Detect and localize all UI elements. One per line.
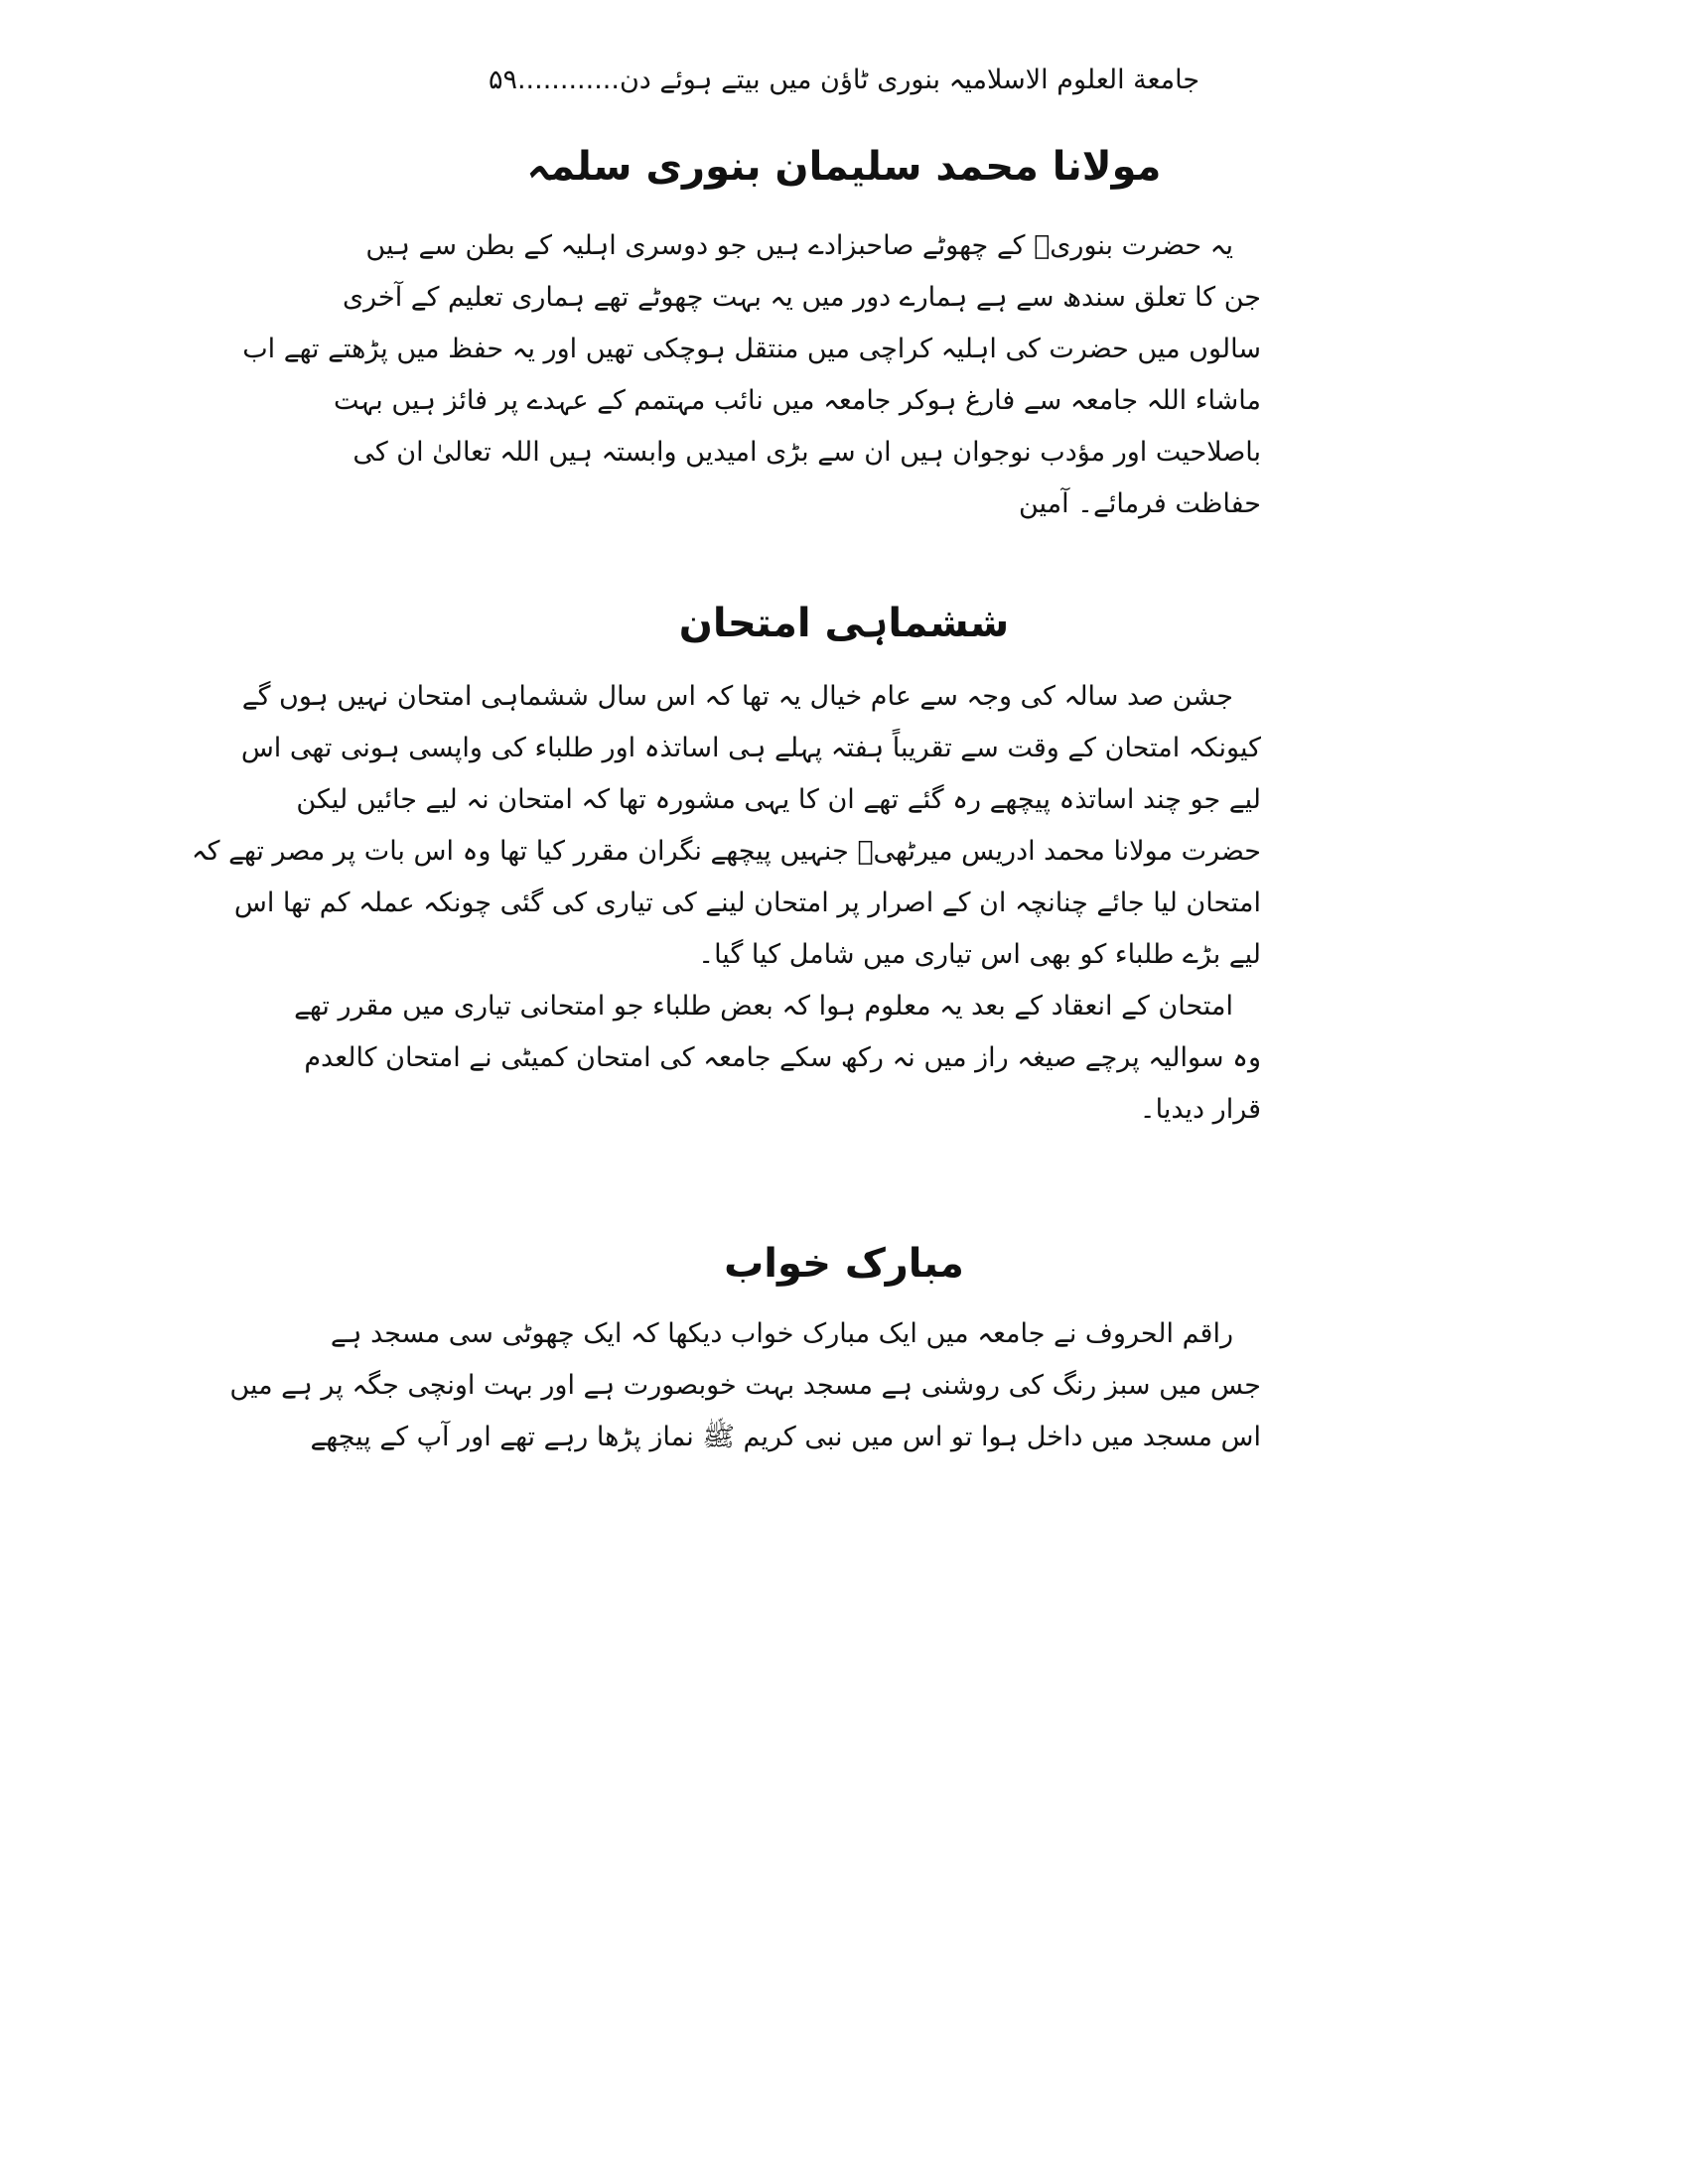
text-line: اس مسجد میں داخل ہوا تو اس میں نبی کریم ﷺ نماز پڑھا رہے تھے اور آپ کے پیچھے [310,1422,1261,1452]
text-line: لیے بڑے طلباء کو بھی اس تیاری میں شامل کیا گیا۔ [698,939,1261,970]
section-body-half-yearly-exam [191,671,1261,1136]
section-heading-half-yearly-exam: ششماہی امتحان [678,601,1010,646]
section-heading-blessed-dream: مبارک خواب [724,1241,964,1287]
text-line: سالوں میں حضرت کی اہلیہ کراچی میں منتقل ہوچکی تھیں اور یہ حفظ میں پڑھتے تھے اب [242,334,1261,364]
text-line: ماشاء اللہ جامعہ سے فارغ ہوکر جامعہ میں نائب مہتمم کے عہدے پر فائز ہیں بہت [333,385,1261,416]
text-line: باصلاحیت اور مؤدب نوجوان ہیں ان سے بڑی امیدیں وابستہ ہیں اللہ تعالیٰ ان کی [352,437,1261,468]
text-line: لیے جو چند اساتذہ پیچھے رہ گئے تھے ان کا یہی مشورہ تھا کہ امتحان نہ لیے جائیں لیکن [296,784,1261,815]
text-line: قرار دیدیا۔ [1139,1094,1261,1125]
section-heading-suleman-banuri: مولانا محمد سلیمان بنوری سلمہ [526,144,1162,190]
text-line: جس میں سبز رنگ کی روشنی ہے مسجد بہت خوبصورت ہے اور بہت اونچی جگہ پر ہے میں [229,1370,1261,1401]
section-body-blessed-dream [229,1308,1261,1463]
text-line: حفاظت فرمائے۔ آمین [1018,488,1261,519]
text-line: جشن صد سالہ کی وجہ سے عام خیال یہ تھا کہ اس سال ششماہی امتحان نہیں ہوں گے [241,681,1233,712]
running-header: جامعة العلوم الاسلامیہ بنوری ٹاؤن میں بیتے ہوئے دن............۵۹ [488,65,1200,95]
text-line: حضرت مولانا محمد ادریس میرٹھیؒ جنہیں پیچھے نگران مقرر کیا تھا وہ اس بات پر مصر تھے کہ [191,836,1261,867]
text-line: راقم الحروف نے جامعہ میں ایک مبارک خواب دیکھا کہ ایک چھوٹی سی مسجد ہے [330,1318,1233,1349]
text-line: جن کا تعلق سندھ سے ہے ہمارے دور میں یہ بہت چھوٹے تھے ہماری تعلیم کے آخری [342,282,1261,313]
text-line: امتحان کے انعقاد کے بعد یہ معلوم ہوا کہ بعض طلباء جو امتحانی تیاری میں مقرر تھے [294,991,1233,1022]
text-line: امتحان لیا جائے چنانچہ ان کے اصرار پر امتحان لینے کی تیاری کی گئی چونکہ عملہ کم تھا اس [233,887,1261,918]
text-line: وہ سوالیہ پرچے صیغہ راز میں نہ رکھ سکے جامعہ کی امتحان کمیٹی نے امتحان کالعدم [304,1042,1261,1073]
section-body-suleman-banuri [242,220,1261,530]
text-line: یہ حضرت بنوریؒ کے چھوٹے صاحبزادے ہیں جو دوسری اہلیہ کے بطن سے ہیں [365,230,1233,261]
text-line: کیونکہ امتحان کے وقت سے تقریباً ہفتہ پہلے ہی اساتذہ اور طلباء کی واپسی ہونی تھی اس [240,733,1261,763]
